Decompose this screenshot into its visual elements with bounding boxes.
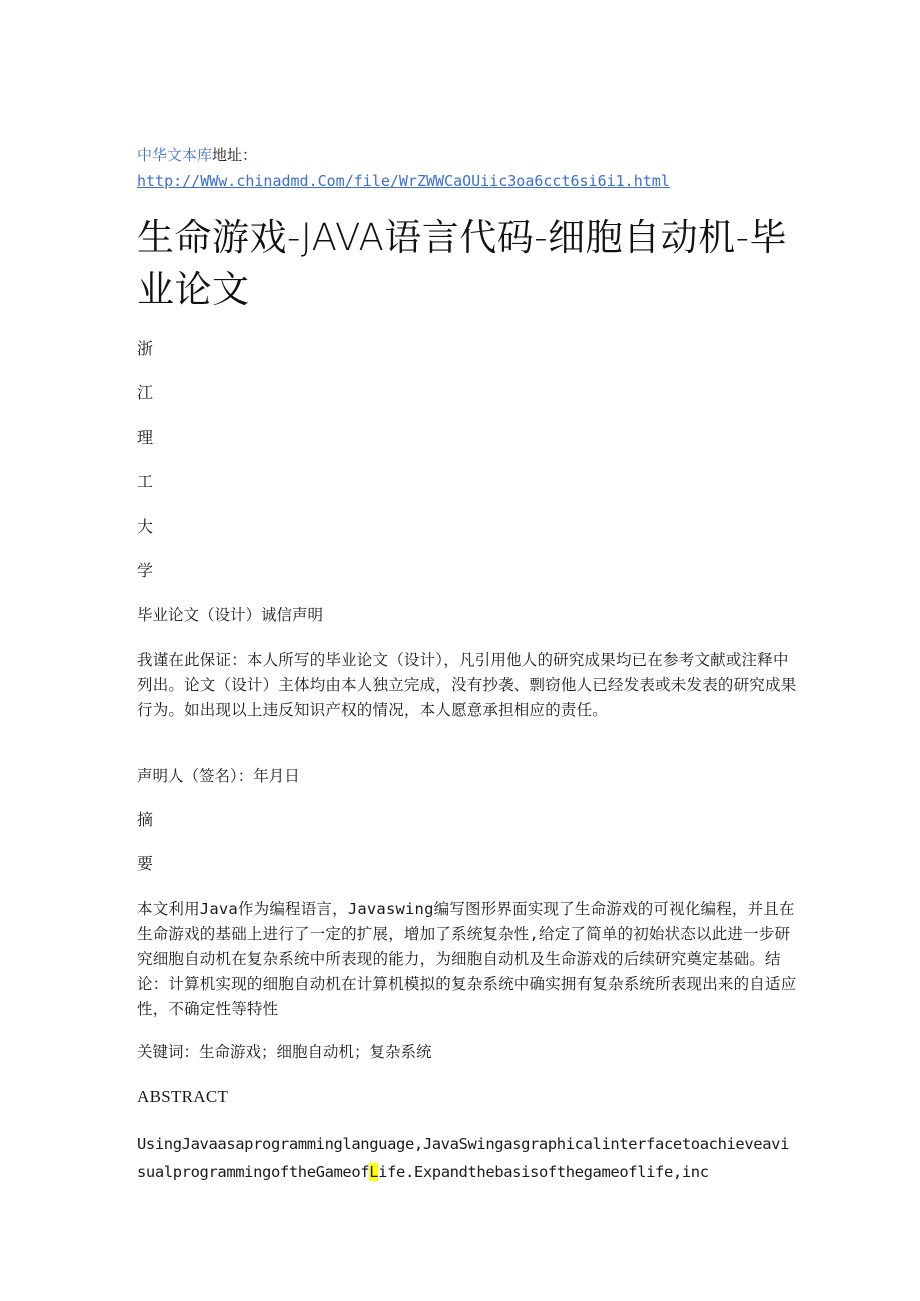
abstract-en-body (137, 1130, 797, 1186)
abstract-heading-char: 要 (137, 854, 154, 873)
abstract-en-heading: ABSTRACT (137, 1087, 229, 1106)
abstract-en-text-end: ife.Expandthebasisofthegameoflife,inc (378, 1163, 709, 1181)
university-char: 江 (137, 383, 154, 402)
declaration-body: 我谨在此保证：本人所写的毕业论文（设计），凡引用他人的研究成果均已在参考文献或注释中列出。论文（设计）主体均由本人独立完成，没有抄袭、剽窃他人已经发表或未发表的研究成果行为。如出现以上违反知识产权的情况，本人愿意承担相应的责任。 (137, 651, 797, 719)
university-char: 理 (137, 428, 154, 447)
source-site-link[interactable]: 中华文本库 (137, 146, 213, 164)
source-address-label: 地址： (212, 146, 258, 164)
university-char: 大 (137, 517, 154, 536)
source-label-line (137, 144, 257, 166)
source-url-line (137, 170, 670, 192)
abstract-heading-char: 摘 (137, 810, 154, 829)
keywords-line: 关键词：生命游戏；细胞自动机；复杂系统 (137, 1043, 432, 1061)
declaration-heading: 毕业论文（设计）诚信声明 (137, 606, 324, 624)
university-char: 浙 (137, 339, 154, 358)
document-title: 生命游戏-JAVA语言代码-细胞自动机-毕业论文 (137, 216, 788, 311)
abstract-en-text-start: UsingJavaasaprogramminglanguage,JavaSwingasgraphicalinterfacetoachieveavisualprogrammingoftheGameof (137, 1135, 790, 1181)
abstract-cn-body: 本文利用Java作为编程语言，Javaswing编写图形界面实现了生命游戏的可视化编程，并且在生命游戏的基础上进行了一定的扩展，增加了系统复杂性,给定了简单的初始状态以此进一步研究细胞自动机在复杂系统中所表现的能力，为细胞自动机及生命游戏的后续研究奠定基础。结论：计算机实现的细胞自动机在计算机模拟的复杂系统中确实拥有复杂系统所表现出来的自适应性，不确定性等特性 (137, 900, 797, 1018)
university-char: 学 (137, 561, 154, 580)
source-url-link[interactable]: http://WWw.chinadmd.Com/file/WrZWWCaOUiic3oa6cct6si6i1.html (137, 172, 670, 190)
highlighted-letter: L (369, 1163, 379, 1181)
declaration-signature: 声明人（签名）：年月日 (137, 767, 300, 785)
university-char: 工 (137, 472, 154, 491)
